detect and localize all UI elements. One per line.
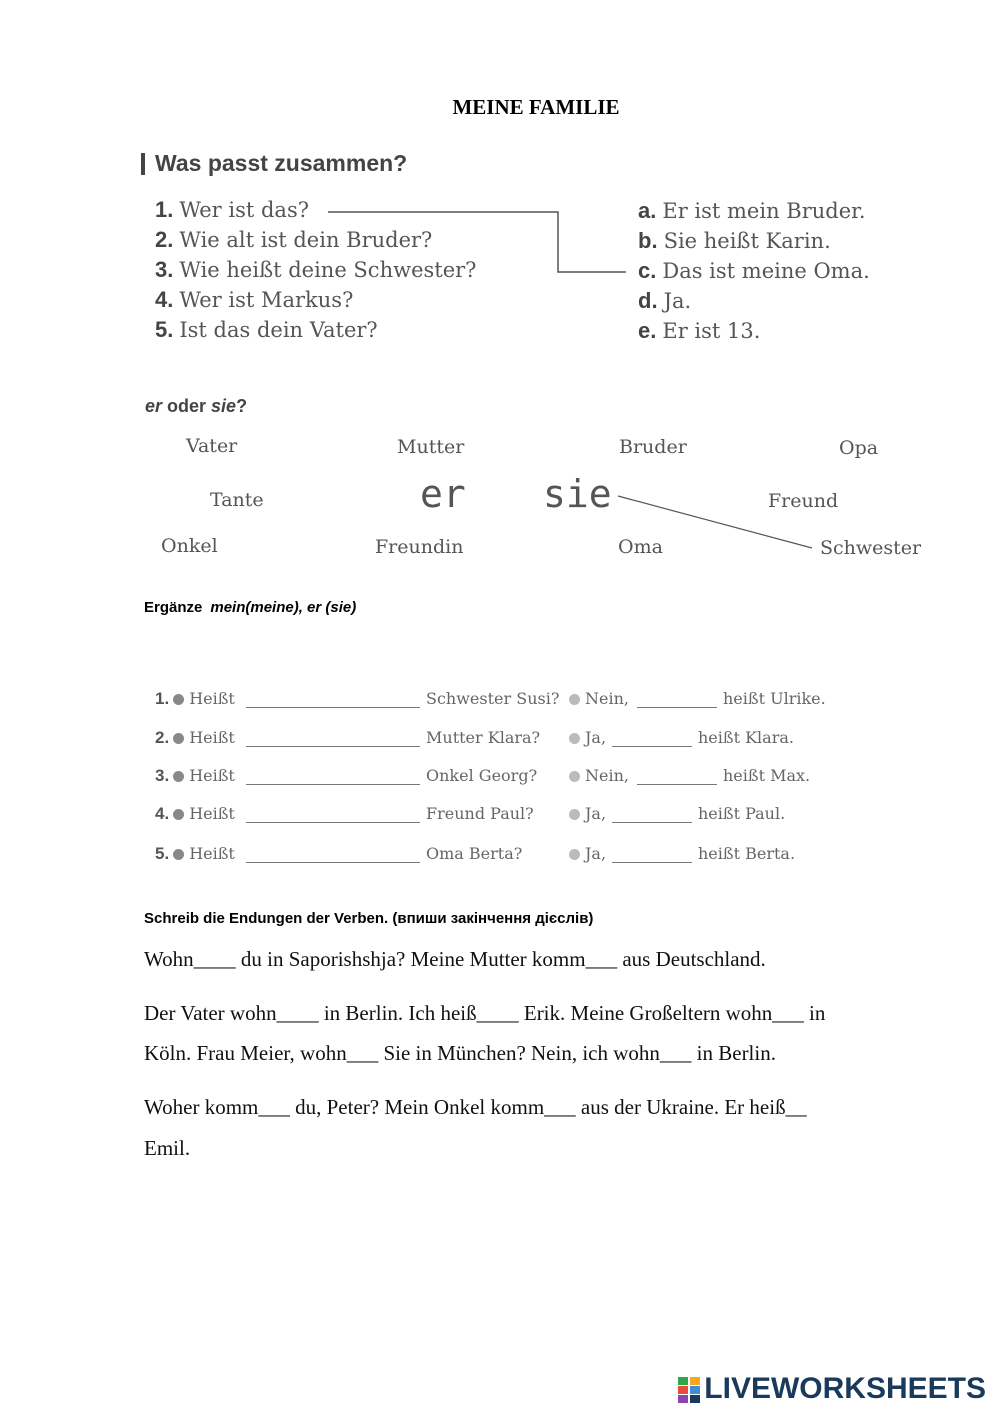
row-4-noun: Freund Paul?	[426, 804, 534, 823]
blank-2a[interactable]	[246, 746, 420, 747]
section1-heading: Was passt zusammen?	[155, 150, 408, 176]
bullet-icon	[173, 733, 184, 744]
answer-d: d. Ja.	[638, 288, 692, 313]
exercise-line-4[interactable]: Woher komm___ du, Peter? Mein Onkel komm___ aus der Ukraine. Er heiß__	[144, 1095, 807, 1119]
question-3: 3. Wie heißt deine Schwester?	[155, 257, 477, 282]
section4-instruction: Schreib die Endungen der Verben. (впиши закінчення дієслів)	[144, 910, 594, 927]
bullet-icon	[173, 809, 184, 820]
row-4-reply: Ja,	[569, 804, 606, 823]
exercise-line-5[interactable]: Emil.	[144, 1136, 191, 1160]
row-5-end: heißt Berta.	[698, 844, 796, 863]
question-4: 4. Wer ist Markus?	[155, 287, 354, 312]
bullet-icon	[569, 809, 580, 820]
blank-3b[interactable]	[637, 784, 717, 785]
section2-heading: er oder sie?	[145, 396, 248, 416]
liveworksheets-logo-icon	[678, 1377, 700, 1403]
row-3-end: heißt Max.	[723, 766, 811, 785]
blank-5a[interactable]	[246, 862, 420, 863]
word-freund: Freund	[768, 490, 839, 512]
bullet-icon	[569, 694, 580, 705]
row-4-end: heißt Paul.	[698, 804, 786, 823]
exercise-line-3[interactable]: Köln. Frau Meier, wohn___ Sie in München? Nein, ich wohn___ in Berlin.	[144, 1041, 776, 1065]
match-connector-lines	[0, 0, 1000, 600]
answer-c: c. Das ist meine Oma.	[638, 258, 870, 283]
question-5: 5. Ist das dein Vater?	[155, 317, 378, 342]
word-bruder: Bruder	[619, 436, 687, 458]
word-oma: Oma	[618, 536, 663, 558]
row-2-reply: Ja,	[569, 728, 606, 747]
row-1-reply: Nein,	[569, 689, 629, 708]
answer-e: e. Er ist 13.	[638, 318, 761, 343]
blank-4b[interactable]	[612, 822, 692, 823]
row-5-reply: Ja,	[569, 844, 606, 863]
fill-row-4: 4. Heißt	[155, 804, 235, 823]
blank-5b[interactable]	[612, 862, 692, 863]
blank-4a[interactable]	[246, 822, 420, 823]
liveworksheets-logo: LIVEWORKSHEETS	[678, 1372, 986, 1406]
row-2-noun: Mutter Klara?	[426, 728, 541, 747]
blank-3a[interactable]	[246, 784, 420, 785]
target-sie[interactable]: sie	[543, 472, 612, 516]
answer-a: a. Er ist mein Bruder.	[638, 198, 866, 223]
match-line-1-c	[328, 212, 626, 272]
bullet-icon	[569, 733, 580, 744]
word-freundin: Freundin	[375, 536, 464, 558]
word-mutter: Mutter	[397, 436, 465, 458]
word-onkel: Onkel	[161, 535, 218, 557]
row-1-noun: Schwester Susi?	[426, 689, 560, 708]
target-er[interactable]: er	[420, 472, 466, 516]
fill-row-3: 3. Heißt	[155, 766, 235, 785]
fill-row-1: 1. Heißt	[155, 689, 235, 708]
row-2-end: heißt Klara.	[698, 728, 794, 747]
answer-b: b. Sie heißt Karin.	[638, 228, 831, 253]
question-2: 2. Wie alt ist dein Bruder?	[155, 227, 433, 252]
exercise-line-1[interactable]: Wohn____ du in Saporishshja? Meine Mutter komm___ aus Deutschland.	[144, 947, 766, 971]
page-title: MEINE FAMILIE	[452, 95, 620, 119]
bullet-icon	[569, 849, 580, 860]
blank-2b[interactable]	[612, 746, 692, 747]
blank-1a[interactable]	[246, 707, 420, 708]
word-tante: Tante	[210, 489, 264, 511]
bullet-icon	[173, 849, 184, 860]
question-1: 1. Wer ist das?	[155, 197, 309, 222]
row-1-end: heißt Ulrike.	[723, 689, 826, 708]
blank-1b[interactable]	[637, 707, 717, 708]
fill-row-5: 5. Heißt	[155, 844, 235, 863]
word-schwester: Schwester	[820, 537, 922, 559]
word-opa: Opa	[839, 437, 879, 459]
bullet-icon	[569, 771, 580, 782]
bullet-icon	[173, 694, 184, 705]
fill-row-2: 2. Heißt	[155, 728, 235, 747]
bullet-icon	[173, 771, 184, 782]
row-5-noun: Oma Berta?	[426, 844, 523, 863]
word-vater: Vater	[186, 435, 238, 457]
row-3-reply: Nein,	[569, 766, 629, 785]
section3-instruction: Ergänze mein(meine), er (sie)	[144, 599, 357, 616]
exercise-line-2[interactable]: Der Vater wohn____ in Berlin. Ich heiß____ Erik. Meine Großeltern wohn___ in	[144, 1001, 826, 1025]
row-3-noun: Onkel Georg?	[426, 766, 538, 785]
